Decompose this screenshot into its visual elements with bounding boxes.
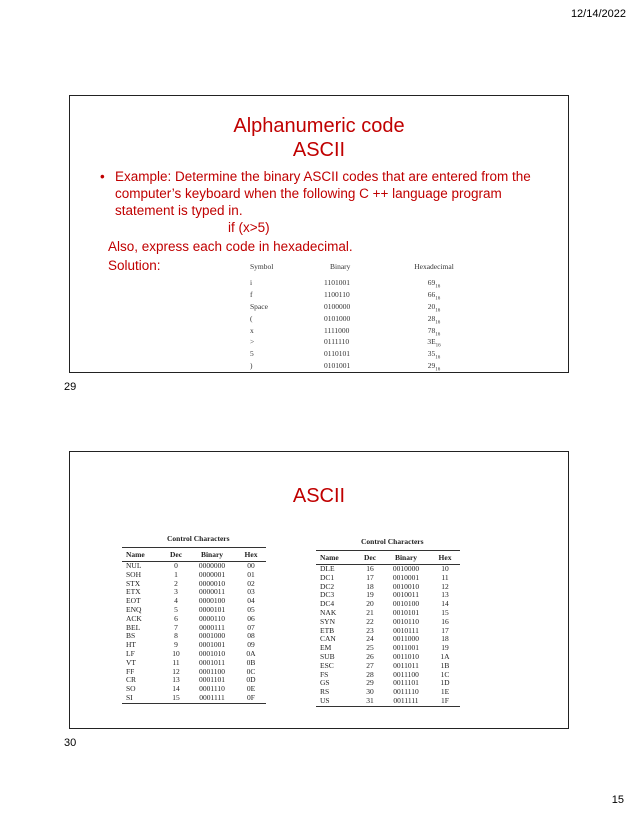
cell-binary: 0000111 — [199, 622, 225, 632]
col-header-dec: Dec — [358, 551, 382, 565]
hex-value: 78 — [427, 325, 436, 335]
cell-hex: 1A — [440, 651, 450, 661]
cell-hex: 07 — [247, 622, 255, 632]
cell-binary: 0011000 — [393, 634, 419, 644]
cell-binary: 0010001 — [392, 572, 420, 582]
cell-dec: 11 — [172, 657, 180, 667]
cell-hex: 08 — [247, 631, 255, 641]
hex-value: 28 — [427, 313, 436, 323]
cell-name: HT — [126, 640, 136, 650]
table-row — [316, 671, 460, 680]
slide-title-line2: ASCII — [292, 139, 346, 161]
col-header-hexadecimal: Hexadecimal — [414, 262, 454, 271]
hex-value: 20 — [427, 301, 436, 311]
table-row — [122, 659, 266, 668]
cell-hex: 11 — [441, 572, 449, 582]
col-header-hex: Hex — [430, 551, 460, 565]
col-header-dec: Dec — [164, 548, 188, 562]
cell-hex: 0F — [236, 694, 266, 703]
cell-hex: 18 — [441, 634, 449, 644]
cell-hex: 16 — [441, 616, 449, 626]
hex-value: 69 — [427, 278, 436, 287]
cell-hex: 0D — [246, 675, 256, 685]
col-header-name: Name — [122, 548, 164, 562]
cell-hex: 10 — [441, 564, 449, 573]
table-row — [122, 597, 266, 606]
table-row — [316, 574, 460, 583]
table-row — [316, 679, 460, 688]
cell-hex — [404, 349, 464, 361]
cell-hex: 00 — [247, 561, 255, 570]
cell-dec: 20 — [366, 599, 374, 609]
cell-binary: 0011101 — [393, 678, 419, 688]
table-row — [122, 571, 266, 580]
cell-dec: 17 — [366, 572, 374, 582]
table-row — [316, 635, 460, 644]
cell-hex: 12 — [441, 581, 449, 591]
cell-hex: 13 — [441, 590, 449, 600]
table-row — [250, 302, 464, 314]
cell-name: SOH — [126, 569, 142, 579]
table-row — [250, 278, 464, 290]
cell-binary: 0000100 — [198, 596, 226, 606]
solution-label: Solution: — [108, 258, 161, 273]
cell-binary: 1111000 — [324, 325, 350, 335]
cell-symbol: Space — [250, 301, 268, 311]
code-statement: if (x>5) — [228, 220, 270, 235]
hex-subscript: 16 — [435, 367, 441, 373]
table-row — [316, 600, 460, 609]
cell-binary: 0001011 — [199, 657, 225, 667]
col-header-hex: Hex — [236, 548, 266, 562]
cell-dec: 15 — [164, 694, 188, 703]
table-row — [122, 606, 266, 615]
cell-binary: 0011100 — [393, 669, 419, 679]
cell-name: ETX — [126, 587, 141, 597]
cell-name: DC3 — [320, 590, 335, 600]
cell-dec: 28 — [366, 669, 374, 679]
cell-name: BS — [126, 631, 136, 641]
table-row — [122, 580, 266, 589]
cell-dec: 24 — [366, 634, 374, 644]
cell-hex: 01 — [247, 569, 255, 579]
cell-hex: 0A — [246, 648, 256, 658]
hex-subscript: 16 — [435, 296, 441, 302]
cell-dec: 13 — [172, 675, 180, 685]
cell-dec: 8 — [174, 631, 178, 641]
cell-binary: 0011011 — [393, 660, 419, 670]
cell-hex: 09 — [247, 640, 255, 650]
table-row — [122, 588, 266, 597]
cell-binary: 0001000 — [198, 631, 226, 641]
cell-name: SUB — [320, 651, 335, 661]
cell-dec: 31 — [358, 697, 382, 706]
cell-binary: 1100110 — [324, 289, 350, 299]
cell-dec: 14 — [172, 684, 180, 694]
cell-name: SYN — [320, 616, 336, 626]
cell-binary: 0010111 — [393, 625, 419, 635]
table-row — [316, 653, 460, 662]
table-row — [316, 609, 460, 618]
cell-hex: 19 — [441, 643, 449, 653]
cell-name: STX — [126, 578, 141, 588]
example-text: Example: Determine the binary ASCII codes that are entered from the computer’s keyboard when the following C ++ language program statement is typed in. — [115, 169, 531, 218]
cell-binary: 0000001 — [198, 569, 226, 579]
cell-name: RS — [320, 687, 330, 697]
hex-subscript: 16 — [435, 332, 441, 338]
cell-hex: 04 — [247, 596, 255, 606]
cell-hex — [404, 361, 464, 373]
cell-binary: 0010100 — [392, 599, 420, 609]
cell-binary: 0001110 — [199, 684, 225, 694]
cell-binary: 0000010 — [198, 578, 226, 588]
cell-dec: 4 — [174, 596, 178, 606]
cell-name: ETB — [320, 625, 335, 635]
cell-dec: 0 — [174, 561, 178, 570]
table-row — [122, 668, 266, 677]
hex-subscript: 16 — [435, 308, 441, 314]
cell-name: ENQ — [126, 604, 142, 614]
table-row — [316, 565, 460, 574]
cell-binary: 0001111 — [188, 694, 236, 703]
hex-subscript: 16 — [435, 343, 441, 349]
cell-symbol: > — [250, 337, 255, 347]
slide-title-ascii: ASCII — [292, 485, 346, 507]
cell-name: DC2 — [320, 581, 335, 591]
cell-name: DC4 — [320, 599, 335, 609]
cell-name: CR — [126, 675, 137, 685]
table-row — [122, 562, 266, 571]
table-row — [250, 326, 464, 338]
cell-name: BEL — [126, 622, 141, 632]
slide-29 — [69, 95, 569, 373]
cell-binary: 0001101 — [199, 675, 225, 685]
cell-name: FF — [126, 666, 135, 676]
cell-binary: 0101001 — [324, 361, 351, 371]
hex-subscript: 16 — [435, 284, 441, 290]
cell-dec: 29 — [366, 678, 374, 688]
cell-binary: 0010010 — [392, 581, 420, 591]
cell-hex: 03 — [247, 587, 255, 597]
col-header-binary: Binary — [188, 548, 236, 562]
table-row — [316, 688, 460, 697]
cell-binary: 0001010 — [198, 648, 226, 658]
hex-value: 35 — [427, 349, 436, 359]
cell-hex: 15 — [441, 607, 449, 617]
table-row — [316, 583, 460, 592]
cell-name: DLE — [320, 564, 335, 573]
cell-symbol: ) — [250, 361, 253, 371]
cell-name: SO — [126, 684, 136, 694]
cell-hex: 02 — [247, 578, 255, 588]
cell-name: VT — [126, 657, 136, 667]
table-row — [250, 337, 464, 349]
table-row — [250, 349, 464, 361]
control-characters-table-0-15 — [122, 534, 266, 704]
table-row — [316, 697, 460, 706]
slide-title-line1: Alphanumeric code — [233, 115, 405, 137]
cell-hex: 1C — [440, 669, 450, 679]
col-header-symbol: Symbol — [250, 262, 274, 271]
cell-name: ACK — [126, 613, 142, 623]
cell-dec: 2 — [174, 578, 178, 588]
cell-hex — [404, 290, 464, 302]
cell-binary: 0010000 — [392, 564, 420, 573]
cell-binary: 0000101 — [198, 604, 226, 614]
cell-dec: 7 — [174, 622, 178, 632]
cell-dec: 21 — [366, 607, 374, 617]
cell-name: EOT — [126, 596, 141, 606]
cell-binary: 0001100 — [199, 666, 225, 676]
table-row — [122, 694, 266, 703]
cell-hex: 06 — [247, 613, 255, 623]
table-row — [122, 650, 266, 659]
cell-name: DC1 — [320, 572, 335, 582]
cell-hex: 1E — [440, 687, 450, 697]
cell-symbol: ( — [250, 313, 253, 323]
cell-hex — [404, 302, 464, 314]
cell-hex: 1F — [430, 697, 460, 706]
hex-value: 66 — [427, 289, 436, 299]
cell-dec: 22 — [366, 616, 374, 626]
table-row — [122, 615, 266, 624]
slide-30 — [69, 451, 569, 729]
cell-hex — [404, 314, 464, 326]
table-row — [250, 314, 464, 326]
cell-binary: 0011110 — [393, 687, 419, 697]
cell-name: EM — [320, 643, 332, 653]
cell-dec: 23 — [366, 625, 374, 635]
cell-dec: 16 — [366, 564, 374, 573]
table-caption: Control Characters — [361, 537, 424, 546]
hex-subscript: 16 — [435, 355, 441, 361]
hex-value: 29 — [427, 361, 436, 371]
cell-hex: 1D — [440, 678, 450, 688]
cell-name: NAK — [320, 607, 337, 617]
cell-symbol: f — [250, 289, 253, 299]
table-row — [122, 624, 266, 633]
cell-dec: 30 — [366, 687, 374, 697]
cell-dec: 25 — [366, 643, 374, 653]
cell-hex — [404, 278, 464, 290]
cell-binary: 0100000 — [324, 301, 351, 311]
cell-hex — [404, 326, 464, 338]
cell-symbol: i — [250, 278, 253, 287]
cell-binary: 0010011 — [393, 590, 419, 600]
table-row — [316, 662, 460, 671]
cell-dec: 12 — [172, 666, 180, 676]
table-row — [316, 618, 460, 627]
col-header-binary: Binary — [330, 262, 351, 271]
col-header-name: Name — [316, 551, 358, 565]
cell-dec: 5 — [174, 604, 178, 614]
cell-binary: 0000011 — [199, 587, 225, 597]
cell-binary: 0011111 — [382, 697, 430, 706]
cell-name: GS — [320, 678, 330, 688]
cell-dec: 1 — [174, 569, 178, 579]
cell-binary: 0010101 — [392, 607, 420, 617]
table-row — [122, 685, 266, 694]
cell-name: CAN — [320, 634, 336, 644]
hex-value: 3E — [427, 337, 436, 347]
table-row — [250, 361, 464, 373]
cell-binary: 0110101 — [324, 349, 350, 359]
cell-name: NUL — [126, 561, 142, 570]
cell-hex: 17 — [441, 625, 449, 635]
cell-hex: 1B — [440, 660, 450, 670]
cell-binary: 0011010 — [393, 651, 419, 661]
ascii-solution-table — [250, 262, 464, 373]
cell-name: US — [316, 697, 358, 706]
cell-symbol: x — [250, 325, 254, 335]
slide-number-30: 30 — [64, 737, 77, 749]
cell-name: ESC — [320, 660, 334, 670]
table-row — [316, 591, 460, 600]
cell-dec: 19 — [366, 590, 374, 600]
table-row — [122, 676, 266, 685]
cell-hex: 05 — [247, 604, 255, 614]
cell-binary: 0011001 — [393, 643, 419, 653]
cell-binary: 0000110 — [199, 613, 225, 623]
cell-dec: 10 — [172, 648, 180, 658]
cell-name: LF — [126, 648, 135, 658]
table-row — [122, 632, 266, 641]
bullet-marker: • — [100, 169, 105, 184]
slide-number-29: 29 — [64, 381, 77, 393]
cell-hex: 0E — [246, 684, 256, 694]
example-bullet — [100, 168, 540, 219]
cell-binary: 0111110 — [324, 337, 350, 347]
cell-name: SI — [122, 694, 164, 703]
cell-dec: 18 — [366, 581, 374, 591]
cell-binary: 0001001 — [198, 640, 226, 650]
cell-name: FS — [320, 669, 329, 679]
cell-binary: 0101000 — [324, 313, 351, 323]
cell-hex: 14 — [441, 599, 449, 609]
cell-hex: 0C — [246, 666, 256, 676]
hex-subscript: 16 — [435, 320, 441, 326]
also-text: Also, express each code in hexadecimal. — [108, 239, 353, 254]
cell-dec: 9 — [174, 640, 178, 650]
cell-dec: 26 — [366, 651, 374, 661]
table-row — [316, 627, 460, 636]
page-number: 15 — [611, 794, 624, 806]
table-row — [250, 290, 464, 302]
cell-hex — [404, 337, 464, 349]
cell-hex: 0B — [246, 657, 256, 667]
cell-binary: 0000000 — [198, 561, 226, 570]
col-header-binary: Binary — [382, 551, 430, 565]
cell-symbol: 5 — [250, 349, 254, 359]
table-caption: Control Characters — [167, 534, 230, 543]
control-characters-table-16-31 — [316, 537, 460, 707]
print-date: 12/14/2022 — [570, 8, 626, 20]
table-row — [122, 641, 266, 650]
cell-dec: 27 — [366, 660, 374, 670]
cell-binary: 0010110 — [393, 616, 419, 626]
cell-dec: 6 — [174, 613, 178, 623]
cell-binary: 1101001 — [324, 278, 350, 287]
table-row — [316, 644, 460, 653]
cell-dec: 3 — [174, 587, 178, 597]
